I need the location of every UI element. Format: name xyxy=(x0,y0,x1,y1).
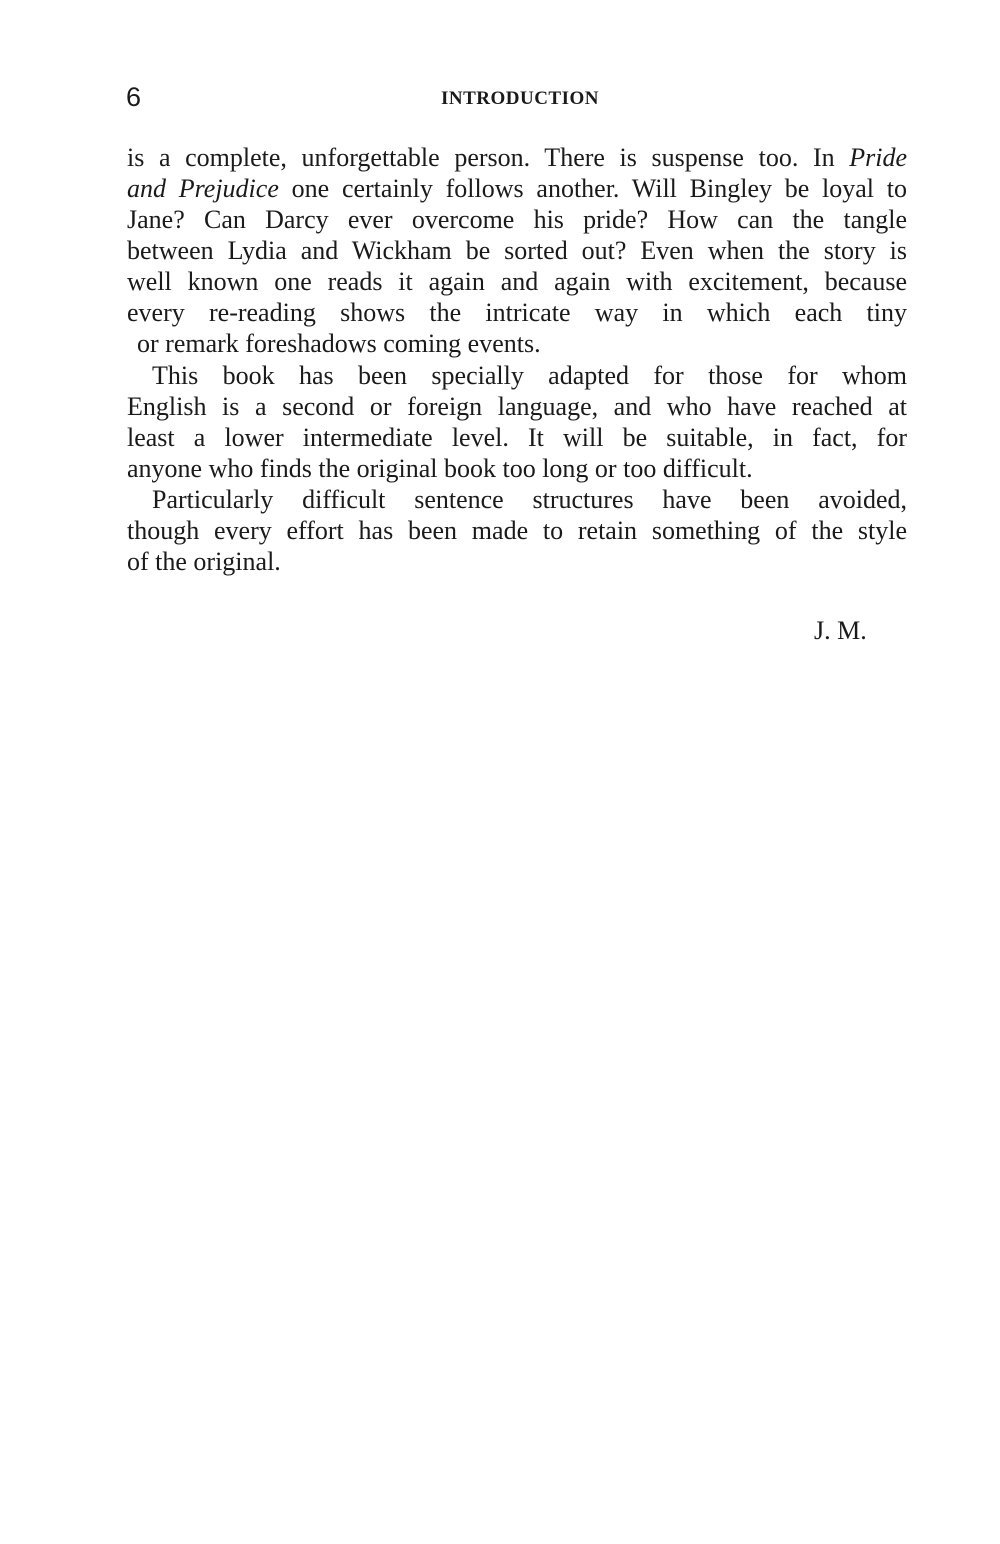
text-line: anyone who finds the original book too long or too difficult. xyxy=(127,454,753,483)
text-line: of the original. xyxy=(127,547,281,576)
text-line: well known one reads it again and again with excitement, because xyxy=(127,267,907,296)
text-line: or remark foreshadows coming events. xyxy=(137,329,541,358)
signature-initials: J. M. xyxy=(814,616,867,645)
book-title: Pride xyxy=(849,143,907,172)
text-line: This book has been specially adapted for those for whom xyxy=(152,361,907,390)
text-line: though every effort has been made to retain something of the style xyxy=(127,516,907,545)
text-line: every re-reading shows the intricate way in which each tiny xyxy=(127,298,907,327)
text-line: and Prejudice one certainly follows another. Will Bingley be loyal to xyxy=(127,174,908,203)
text-line: Jane? Can Darcy ever overcome his pride? How can the tangle xyxy=(127,205,907,234)
running-head: INTRODUCTION xyxy=(440,88,600,109)
text-line: least a lower intermediate level. It will be suitable, in fact, for xyxy=(127,423,907,452)
text-line: Particularly difficult sentence structures have been avoided, xyxy=(152,485,907,514)
book-title: and Prejudice xyxy=(127,174,279,203)
text-line: is a complete, unforgettable person. There is suspense too. In Pride xyxy=(127,143,907,172)
page-number: 6 xyxy=(126,82,142,112)
text-line: between Lydia and Wickham be sorted out? Even when the story is xyxy=(127,236,907,265)
text-line: English is a second or foreign language, and who have reached at xyxy=(127,392,907,421)
